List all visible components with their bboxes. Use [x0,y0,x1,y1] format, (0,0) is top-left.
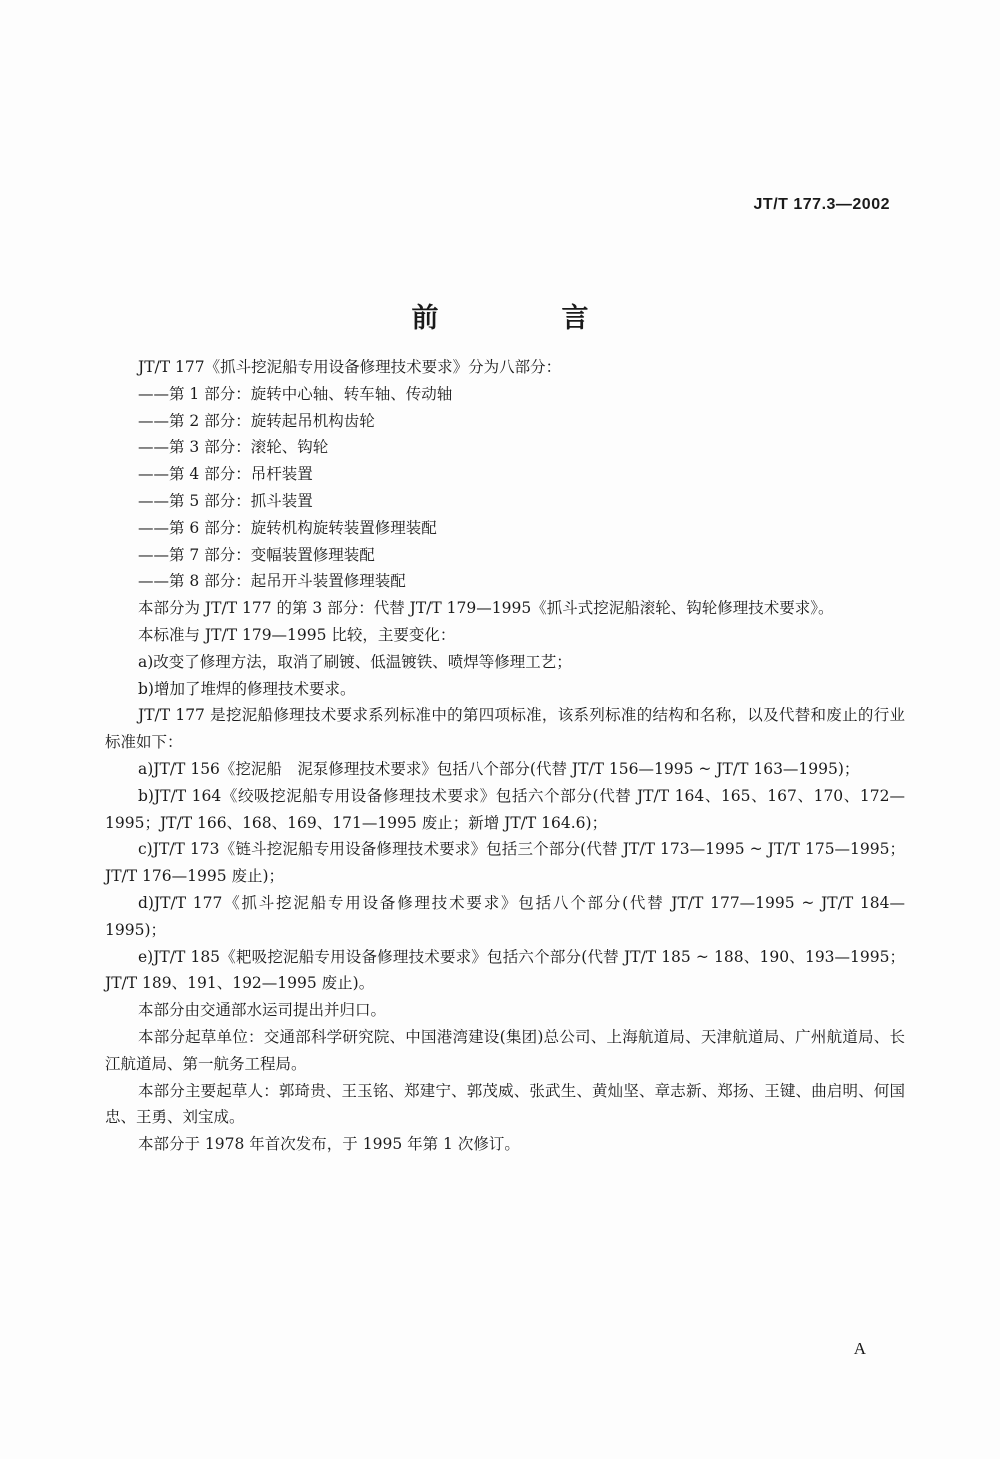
part-list-item: ——第 5 部分：抓斗装置 [138,491,313,510]
foreword-body [105,354,905,1158]
series-item: c)JT/T 173《链斗挖泥船专用设备修理技术要求》包括三个部分(代替 JT/T 173—1995 ~ JT/T 175—1995；JT/T 176—1995 废止)； [105,840,905,886]
page-title: 前 言 [411,303,637,334]
part-list-item: ——第 7 部分：变幅装置修理装配 [138,545,375,564]
series-item: a)JT/T 156《挖泥船 泥泵修理技术要求》包括八个部分(代替 JT/T 156—1995 ~ JT/T 163—1995)； [138,759,860,778]
page-marker: A [853,1339,866,1358]
changes-paragraph: 本标准与 JT/T 179—1995 比较，主要变化： [138,625,456,644]
part-list-item: ——第 8 部分：起吊开斗装置修理装配 [138,572,406,591]
part-list-item: ——第 6 部分：旋转机构旋转装置修理装配 [138,518,437,537]
series-paragraph: JT/T 177 是挖泥船修理技术要求系列标准中的第四项标准，该系列标准的结构和名称，以及代替和废止的行业标准如下： [105,706,905,752]
change-item: b)增加了堆焊的修理技术要求。 [138,679,356,698]
series-item: e)JT/T 185《耙吸挖泥船专用设备修理技术要求》包括六个部分(代替 JT/T 185 ~ 188、190、193—1995；JT/T 189、191、192—1995 废止)。 [105,947,905,993]
change-item: a)改变了修理方法，取消了刷镀、低温镀铁、喷焊等修理工艺； [138,652,572,671]
part-list-item: ——第 2 部分：旋转起吊机构齿轮 [138,411,375,430]
part-list-item: ——第 3 部分：滚轮、钩轮 [138,438,329,457]
replacement-paragraph: 本部分为 JT/T 177 的第 3 部分：代替 JT/T 179—1995《抓斗式挖泥船滚轮、钩轮修理技术要求》。 [138,599,834,618]
proposer-paragraph: 本部分由交通部水运司提出并归口。 [138,1001,387,1020]
part-list-item: ——第 4 部分：吊杆装置 [138,465,313,484]
drafting-units-paragraph: 本部分起草单位：交通部科学研究院、中国港湾建设(集团)总公司、上海航道局、天津航道局、广州航道局、长江航道局、第一航务工程局。 [105,1027,905,1073]
series-item: d)JT/T 177《抓斗挖泥船专用设备修理技术要求》包括八个部分(代替 JT/T 177—1995 ~ JT/T 184—1995)； [105,893,905,939]
drafters-paragraph: 本部分主要起草人：郭琦贵、王玉铭、郑建宁、郭茂威、张武生、黄灿坚、章志新、郑扬、王键、曲启明、何国忠、王勇、刘宝成。 [105,1081,905,1127]
part-list-item: ——第 1 部分：旋转中心轴、转车轴、传动轴 [138,384,453,403]
standard-code: JT/T 177.3—2002 [753,196,890,213]
series-item: b)JT/T 164《绞吸挖泥船专用设备修理技术要求》包括六个部分(代替 JT/T 164、165、167、170、172—1995；JT/T 166、168、169、171—1995 废止；新增 JT/T 164.6)； [105,786,905,832]
intro-paragraph: JT/T 177《抓斗挖泥船专用设备修理技术要求》分为八部分： [138,358,562,376]
history-paragraph: 本部分于 1978 年首次发布，于 1995 年第 1 次修订。 [138,1135,520,1154]
